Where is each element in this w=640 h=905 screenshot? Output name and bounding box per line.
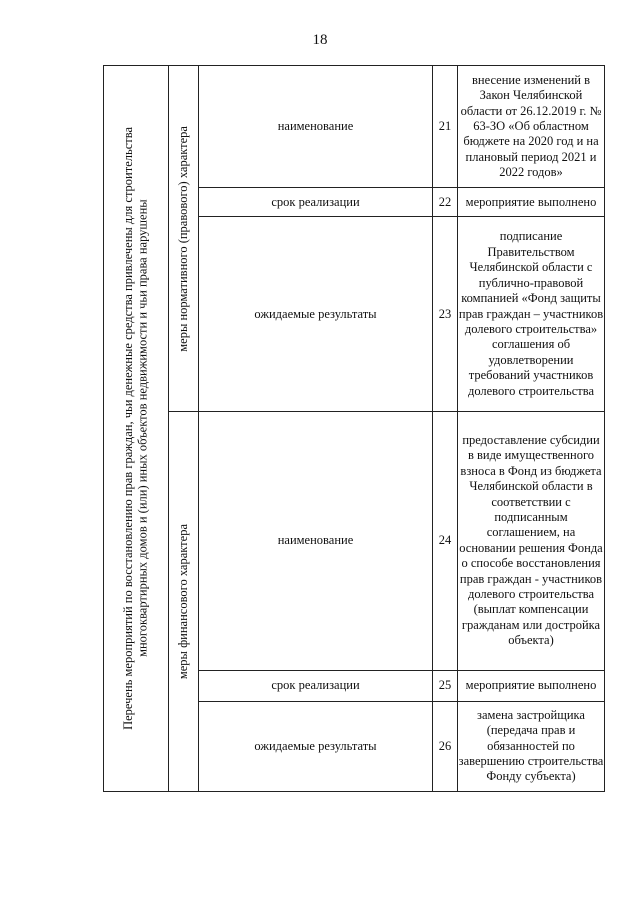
- left-heading-line-2: многоквартирных домов и (или) иных объектов недвижимости и чьи права нарушены: [136, 199, 150, 658]
- group-label-normative: меры нормативного (правового) характера: [176, 125, 191, 352]
- table-row: [104, 412, 605, 671]
- row-number: 26: [433, 701, 458, 791]
- group-label-financial: меры финансового характера: [176, 523, 191, 680]
- row-number: 23: [433, 217, 458, 412]
- row-value: замена застройщика (передача прав и обязанностей по завершению строительства Фонду субъекта): [458, 701, 605, 791]
- row-value: предоставление субсидии в виде имущественного взноса в Фонд из бюджета Челябинской области в соответствии с подписанным соглашением, на основании решения Фонда о способе восстановления прав граждан - участников долевого строительства (выплат компенсации гражданам или достройка объекта): [458, 412, 605, 671]
- row-value: внесение изменений в Закон Челябинской области от 26.12.2019 г. № 63-ЗО «Об областном бюджете на 2020 год и на плановый период 2021 и 2022 годов»: [458, 66, 605, 188]
- row-number: 21: [433, 66, 458, 188]
- page-number: 18: [312, 32, 328, 48]
- left-heading-cell: [104, 66, 169, 792]
- group-label-cell: [169, 66, 199, 412]
- row-name: ожидаемые результаты: [199, 701, 433, 791]
- row-value: мероприятие выполнено: [458, 670, 605, 701]
- row-value: мероприятие выполнено: [458, 188, 605, 217]
- measures-table: [103, 65, 605, 792]
- row-number: 25: [433, 670, 458, 701]
- row-name: наименование: [199, 412, 433, 671]
- left-heading-text: [121, 127, 150, 730]
- table-row: [104, 66, 605, 188]
- left-heading-line-1: Перечень мероприятий по восстановлению прав граждан, чьи денежные средства привлечены для строительства: [121, 127, 136, 730]
- row-name: ожидаемые результаты: [199, 217, 433, 412]
- row-value: подписание Правительством Челябинской области с публично-правовой компанией «Фонд защиты прав граждан – участников долевого строительства» соглашения об удовлетворении требований участников долевого строительства: [458, 217, 605, 412]
- row-name: срок реализации: [199, 670, 433, 701]
- row-name: наименование: [199, 66, 433, 188]
- row-number: 22: [433, 188, 458, 217]
- row-name: срок реализации: [199, 188, 433, 217]
- group-label-cell: [169, 412, 199, 792]
- row-number: 24: [433, 412, 458, 671]
